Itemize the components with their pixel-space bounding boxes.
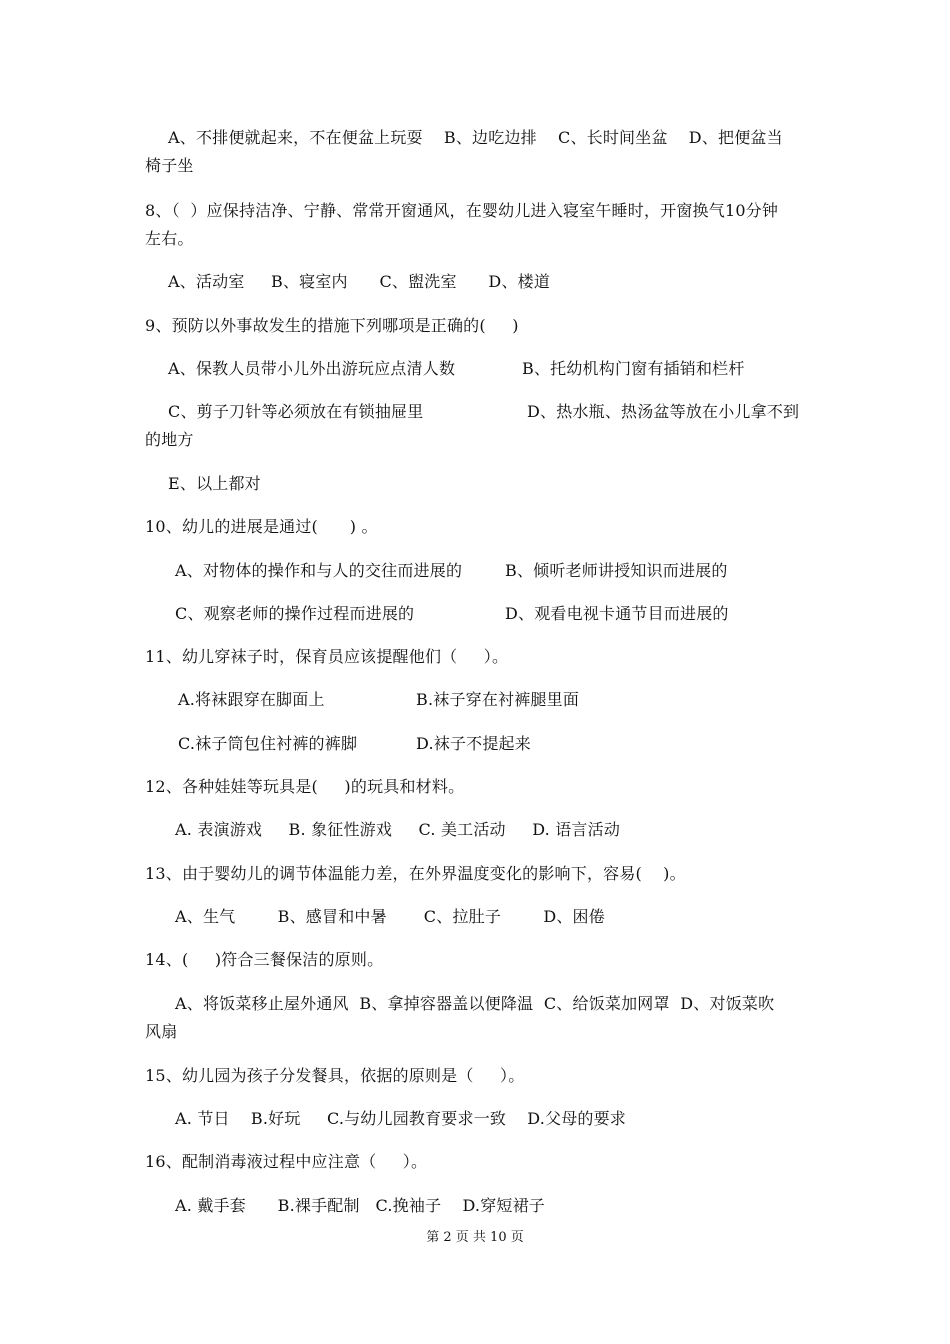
q13-options: A、生气 B、感冒和中暑 C、拉肚子 D、困倦 <box>175 907 605 926</box>
q16-stem: 16、配制消毒液过程中应注意（ ）。 <box>145 1152 428 1171</box>
q10-option-c: C、观察老师的操作过程而进展的 <box>175 604 415 623</box>
q8-options: A、活动室 B、寝室内 C、盥洗室 D、楼道 <box>168 272 551 291</box>
q11-option-b: B.袜子穿在衬裤腿里面 <box>416 690 580 709</box>
q7-options-line2: 椅子坐 <box>145 156 194 175</box>
q13-stem: 13、由于婴幼儿的调节体温能力差，在外界温度变化的影响下，容易( )。 <box>145 864 686 883</box>
q9-option-a: A、保教人员带小儿外出游玩应点清人数 <box>168 359 456 378</box>
q9-option-b: B、托幼机构门窗有插销和栏杆 <box>522 359 745 378</box>
q16-options: A. 戴手套 B.裸手配制 C.挽袖子 D.穿短裙子 <box>175 1196 545 1215</box>
q9-option-d-line2: 的地方 <box>145 430 194 449</box>
q15-stem: 15、幼儿园为孩子分发餐具，依据的原则是（ ）。 <box>145 1066 525 1085</box>
page-number-footer: 第 2 页 共 10 页 <box>426 1230 524 1245</box>
q12-options: A. 表演游戏 B. 象征性游戏 C. 美工活动 D. 语言活动 <box>175 820 621 839</box>
q15-options: A. 节日 B.好玩 C.与幼儿园教育要求一致 D.父母的要求 <box>175 1109 626 1128</box>
q11-stem: 11、幼儿穿袜子时，保育员应该提醒他们（ ）。 <box>145 647 509 666</box>
q7-options-line1: A、不排便就起来，不在便盆上玩耍 B、边吃边排 C、长时间坐盆 D、把便盆当 <box>168 128 783 147</box>
q14-options-line1: A、将饭菜移止屋外通风 B、拿掉容器盖以便降温 C、给饭菜加网罩 D、对饭菜吹 <box>175 994 775 1013</box>
q10-option-b: B、倾听老师讲授知识而进展的 <box>505 561 728 580</box>
q11-option-d: D.袜子不提起来 <box>416 734 531 753</box>
q11-option-a: A.将袜跟穿在脚面上 <box>178 690 325 709</box>
q10-option-d: D、观看电视卡通节目而进展的 <box>505 604 729 623</box>
q9-stem: 9、预防以外事故发生的措施下列哪项是正确的( ) <box>145 316 519 335</box>
q12-stem: 12、各种娃娃等玩具是( )的玩具和材料。 <box>145 777 465 796</box>
q14-options-line2: 风扇 <box>145 1022 178 1041</box>
q9-option-c: C、剪子刀针等必须放在有锁抽屉里 <box>168 402 424 421</box>
q9-option-e: E、以上都对 <box>168 474 261 493</box>
q14-stem: 14、( )符合三餐保洁的原则。 <box>145 950 384 969</box>
q9-option-d-line1: D、热水瓶、热汤盆等放在小儿拿不到 <box>527 402 800 421</box>
q11-option-c: C.袜子筒包住衬裤的裤脚 <box>178 734 358 753</box>
q8-stem-line2: 左右。 <box>145 229 194 248</box>
q10-option-a: A、对物体的操作和与人的交往而进展的 <box>175 561 463 580</box>
q8-stem-line1: 8、（ ）应保持洁净、宁静、常常开窗通风，在婴幼儿进入寝室午睡时，开窗换气10分钟 <box>145 201 779 220</box>
q10-stem: 10、幼儿的进展是通过( ) 。 <box>145 517 378 536</box>
